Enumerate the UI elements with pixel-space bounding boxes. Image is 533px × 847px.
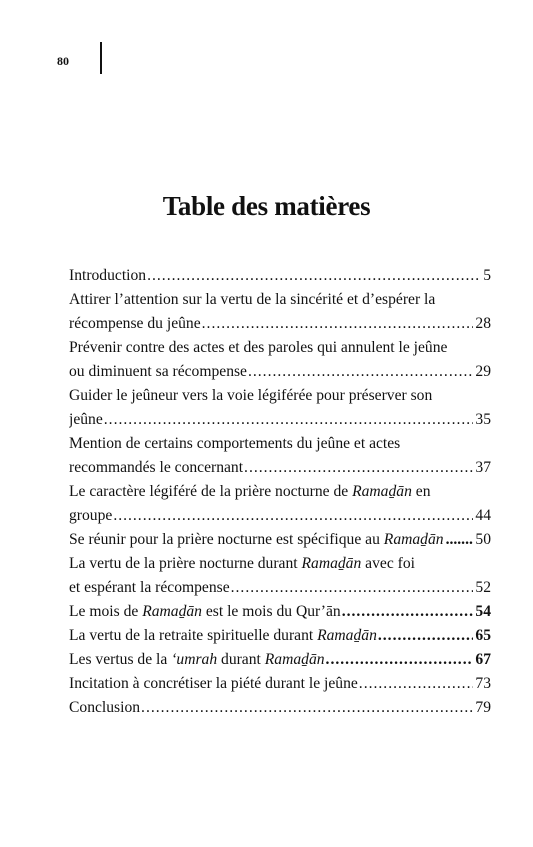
toc-leader-dots (342, 600, 474, 624)
toc-title-segment: Incitation à concrétiser la piété durant le jeûne (69, 675, 358, 692)
toc-leader-dots (326, 648, 474, 672)
toc-page-number: 73 (475, 675, 491, 692)
toc-entry-line (69, 528, 491, 552)
toc-title-segment: durant (217, 651, 265, 668)
toc-page-number: 67 (475, 651, 491, 668)
toc-leader-dots (141, 696, 473, 720)
toc-entry-title (69, 624, 377, 648)
toc-title-segment: Attirer l’attention sur la vertu de la sincérité et d’espérer la (69, 291, 436, 308)
toc-title-segment: Prévenir contre des actes et des paroles qui annulent le jeûne (69, 339, 448, 356)
toc-page-number: 65 (475, 627, 491, 644)
toc-title-segment: groupe (69, 507, 113, 524)
toc-entry[interactable] (69, 696, 491, 720)
toc-leader-dots (244, 456, 473, 480)
toc-entry-line (69, 312, 491, 336)
toc-entry-line (69, 600, 491, 624)
toc-title-segment: et espérant la récompense (69, 579, 230, 596)
toc-entry-title (69, 360, 247, 384)
toc-title-segment: Ramaḏān (264, 651, 325, 668)
toc-title-segment: recommandés le concernant (69, 459, 244, 476)
toc-entry-title (69, 600, 341, 624)
toc-entry[interactable] (69, 480, 491, 528)
toc-title-segment: jeûne (69, 411, 103, 428)
toc-title-segment: Guider le jeûneur vers la voie légiférée pour préserver son (69, 387, 433, 404)
toc-title-segment: Ramaḏān (383, 531, 444, 548)
toc-entry-title (69, 339, 447, 356)
toc-leader-dots (104, 408, 474, 432)
toc-title-segment: en (411, 483, 431, 500)
toc-entry-line (69, 360, 491, 384)
toc-entry-title (69, 456, 243, 480)
toc-title-segment: Ramaḏān (301, 555, 362, 572)
toc-entry-title (69, 291, 435, 308)
toc-entry-line (69, 384, 491, 408)
toc-entry-title (69, 387, 432, 404)
toc-entry-title (69, 435, 400, 452)
toc-entry-title (69, 555, 415, 572)
toc-entry-title (69, 672, 358, 696)
toc-title-segment: Les vertus de la (69, 651, 172, 668)
toc-entry-line (69, 480, 491, 504)
toc-leader-dots (231, 576, 474, 600)
toc-entry[interactable] (69, 624, 491, 648)
toc-page-number: 5 (483, 267, 491, 284)
toc-entry-title (69, 648, 325, 672)
toc-entry-line (69, 672, 491, 696)
toc-title-segment: La vertu de la prière nocturne durant (69, 555, 302, 572)
toc-entry[interactable] (69, 264, 491, 288)
toc-entry-line (69, 432, 491, 456)
toc-leader-dots (446, 528, 474, 552)
toc-title-segment: Conclusion (69, 699, 141, 716)
toc-title-segment: Le mois de (69, 603, 143, 620)
toc-title-segment: est le mois du Qur’ān (201, 603, 341, 620)
toc-page-number: 79 (475, 699, 491, 716)
toc-page-number: 28 (475, 315, 491, 332)
toc-entry-line (69, 576, 491, 600)
toc-title-segment: ‘umrah (171, 651, 218, 668)
toc-page-number: 50 (475, 531, 491, 548)
toc-leader-dots (378, 624, 474, 648)
toc-title-segment: Se réunir pour la prière nocturne est spécifique au (69, 531, 384, 548)
toc-entry-title (69, 528, 444, 552)
toc-entry[interactable] (69, 384, 491, 432)
toc-title-segment: La vertu de la retraite spirituelle durant (69, 627, 318, 644)
toc-entry[interactable] (69, 288, 491, 336)
toc-entry-line (69, 624, 491, 648)
toc-leader-dots (202, 312, 474, 336)
toc-title-segment: récompense du jeûne (69, 315, 201, 332)
toc-title-segment: ou diminuent sa récompense (69, 363, 247, 380)
table-of-contents (69, 264, 491, 720)
header-rule (100, 42, 102, 74)
toc-page-number: 35 (475, 411, 491, 428)
toc-page-number: 44 (475, 507, 491, 524)
toc-entry[interactable] (69, 552, 491, 600)
toc-leader-dots (147, 264, 481, 288)
toc-entry[interactable] (69, 336, 491, 384)
toc-title-segment: avec foi (361, 555, 415, 572)
toc-entry-line (69, 408, 491, 432)
toc-page-number: 52 (475, 579, 491, 596)
toc-title-segment: Ramaḏān (352, 483, 412, 500)
toc-entry-title (69, 483, 431, 500)
toc-entry-title (69, 312, 201, 336)
toc-page-number: 54 (475, 603, 491, 620)
toc-title-segment: Introduction (69, 267, 147, 284)
toc-entry-line (69, 264, 491, 288)
toc-title-segment: Le caractère légiféré de la prière nocturne de (69, 483, 353, 500)
toc-entry-title (69, 696, 140, 720)
toc-entry-line (69, 696, 491, 720)
toc-entry[interactable] (69, 528, 491, 552)
toc-entry-title (69, 576, 230, 600)
toc-entry-title (69, 504, 112, 528)
toc-title-segment: Ramaḏān (142, 603, 202, 620)
toc-leader-dots (248, 360, 473, 384)
page-title: Table des matières (162, 191, 371, 222)
toc-entry[interactable] (69, 432, 491, 480)
toc-entry-title (69, 408, 103, 432)
toc-title-segment: Mention de certains comportements du jeûne et actes (69, 435, 401, 452)
toc-entry-line (69, 552, 491, 576)
page-number: 80 (57, 54, 69, 68)
toc-entry[interactable] (69, 672, 491, 696)
toc-entry-line (69, 288, 491, 312)
toc-entry-line (69, 648, 491, 672)
toc-entry-line (69, 336, 491, 360)
toc-entry-line (69, 504, 491, 528)
toc-entry-title (69, 264, 146, 288)
toc-leader-dots (113, 504, 473, 528)
toc-page-number: 29 (475, 363, 491, 380)
toc-leader-dots (359, 672, 474, 696)
toc-title-segment: Ramaḏān (317, 627, 377, 644)
toc-entry[interactable] (69, 648, 491, 672)
toc-entry[interactable] (69, 600, 491, 624)
toc-page-number: 37 (475, 459, 491, 476)
toc-entry-line (69, 456, 491, 480)
